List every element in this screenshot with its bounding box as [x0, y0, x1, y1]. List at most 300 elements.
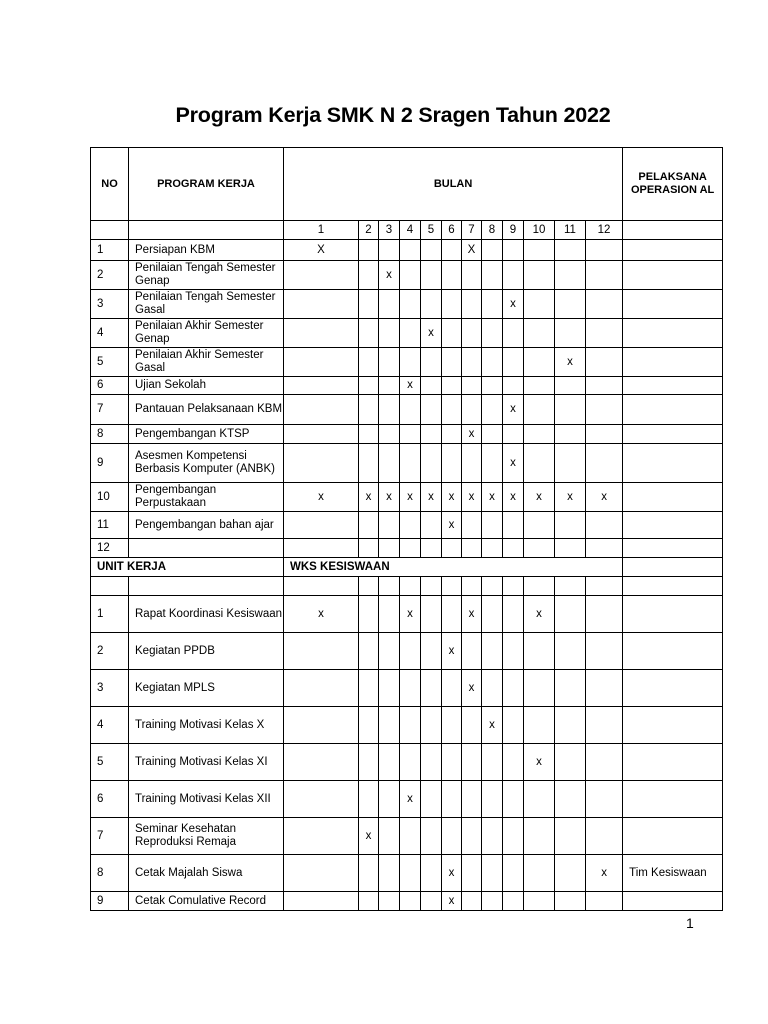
- pelaksana-cell: [623, 444, 723, 483]
- month-mark: [284, 290, 359, 319]
- month-mark: [400, 633, 421, 670]
- pelaksana-cell: [623, 633, 723, 670]
- month-mark: [421, 512, 442, 539]
- month-mark: [284, 892, 359, 911]
- month-mark: [421, 781, 442, 818]
- pelaksana-cell: [623, 319, 723, 348]
- month-number: 5: [421, 221, 442, 240]
- month-mark: [359, 596, 379, 633]
- month-mark: [503, 633, 524, 670]
- month-mark: [400, 395, 421, 425]
- month-mark: [284, 855, 359, 892]
- row-number: 2: [91, 633, 129, 670]
- row-number: 6: [91, 377, 129, 395]
- month-mark: [586, 512, 623, 539]
- pelaksana-cell: [623, 596, 723, 633]
- pelaksana-cell: [623, 892, 723, 911]
- month-mark: [379, 425, 400, 444]
- program-name: Persiapan KBM: [129, 240, 284, 261]
- month-mark: [442, 240, 462, 261]
- table-row: [91, 377, 723, 395]
- month-number: 1: [284, 221, 359, 240]
- month-mark: [462, 290, 482, 319]
- month-mark: [482, 425, 503, 444]
- month-mark: [462, 892, 482, 911]
- program-name: Kegiatan MPLS: [129, 670, 284, 707]
- month-mark: [482, 539, 503, 558]
- month-mark: [284, 818, 359, 855]
- month-mark: x: [359, 818, 379, 855]
- blank-cell: [379, 577, 400, 596]
- pelaksana-cell: [623, 290, 723, 319]
- month-mark: [555, 818, 586, 855]
- month-mark: [524, 855, 555, 892]
- month-mark: [555, 512, 586, 539]
- row-number: 7: [91, 818, 129, 855]
- month-mark: x: [524, 744, 555, 781]
- month-number: 3: [379, 221, 400, 240]
- month-mark: [421, 425, 442, 444]
- month-number: 6: [442, 221, 462, 240]
- month-mark: [524, 818, 555, 855]
- month-mark: [586, 425, 623, 444]
- month-mark: [284, 707, 359, 744]
- program-name: Penilaian Akhir Semester Gasal: [129, 348, 284, 377]
- month-mark: [400, 707, 421, 744]
- program-name: Pengembangan bahan ajar: [129, 512, 284, 539]
- month-mark: [555, 596, 586, 633]
- table-row: [91, 855, 723, 892]
- month-mark: [482, 744, 503, 781]
- month-mark: [482, 512, 503, 539]
- program-name: Penilaian Tengah Semester Gasal: [129, 290, 284, 319]
- month-mark: [442, 290, 462, 319]
- month-mark: [482, 596, 503, 633]
- month-mark: [482, 633, 503, 670]
- pelaksana-cell: [623, 818, 723, 855]
- pelaksana-cell: [623, 240, 723, 261]
- row-number: 9: [91, 444, 129, 483]
- month-mark: [586, 670, 623, 707]
- program-name: Asesmen Kompetensi Berbasis Komputer (ANBK): [129, 444, 284, 483]
- month-mark: x: [482, 483, 503, 512]
- table-row: [91, 707, 723, 744]
- row-number: 5: [91, 348, 129, 377]
- month-mark: [586, 744, 623, 781]
- program-name: Penilaian Akhir Semester Genap: [129, 319, 284, 348]
- month-mark: x: [503, 395, 524, 425]
- month-mark: [421, 855, 442, 892]
- pelaksana-cell: [623, 707, 723, 744]
- month-mark: [586, 444, 623, 483]
- month-mark: [284, 670, 359, 707]
- month-mark: X: [462, 240, 482, 261]
- month-mark: [503, 348, 524, 377]
- table-row: [91, 633, 723, 670]
- month-mark: [284, 539, 359, 558]
- program-name: Kegiatan PPDB: [129, 633, 284, 670]
- blank-cell: [503, 577, 524, 596]
- month-row-blank: [91, 221, 129, 240]
- month-mark: [555, 240, 586, 261]
- month-mark: [555, 290, 586, 319]
- month-mark: x: [586, 855, 623, 892]
- program-name: Cetak Majalah Siswa: [129, 855, 284, 892]
- month-mark: [482, 444, 503, 483]
- month-mark: [379, 395, 400, 425]
- month-mark: [586, 319, 623, 348]
- month-mark: [284, 425, 359, 444]
- row-number: 2: [91, 261, 129, 290]
- month-number: 9: [503, 221, 524, 240]
- blank-cell: [586, 577, 623, 596]
- month-row-blank: [623, 221, 723, 240]
- month-mark: [586, 240, 623, 261]
- table-row: [91, 596, 723, 633]
- month-mark: [462, 855, 482, 892]
- month-number: 10: [524, 221, 555, 240]
- month-mark: [503, 670, 524, 707]
- month-mark: [586, 596, 623, 633]
- month-mark: [284, 781, 359, 818]
- month-mark: [462, 781, 482, 818]
- month-mark: [482, 781, 503, 818]
- month-mark: [421, 539, 442, 558]
- month-number: 8: [482, 221, 503, 240]
- row-number: 11: [91, 512, 129, 539]
- month-mark: [555, 892, 586, 911]
- month-number: 11: [555, 221, 586, 240]
- month-mark: [421, 892, 442, 911]
- month-mark: [421, 633, 442, 670]
- month-mark: [421, 707, 442, 744]
- month-mark: x: [503, 444, 524, 483]
- program-name: Pengembangan KTSP: [129, 425, 284, 444]
- month-mark: [421, 744, 442, 781]
- month-mark: [482, 290, 503, 319]
- pelaksana-cell: [623, 781, 723, 818]
- month-mark: [442, 670, 462, 707]
- row-number: 4: [91, 319, 129, 348]
- month-mark: [379, 348, 400, 377]
- table-row: [91, 483, 723, 512]
- month-mark: [586, 377, 623, 395]
- month-mark: [442, 707, 462, 744]
- header-row: [91, 148, 723, 221]
- month-mark: [462, 319, 482, 348]
- month-mark: [421, 348, 442, 377]
- month-mark: [359, 395, 379, 425]
- month-mark: [359, 444, 379, 483]
- table-row: [91, 240, 723, 261]
- month-mark: [379, 818, 400, 855]
- month-mark: [503, 240, 524, 261]
- month-mark: [379, 707, 400, 744]
- month-mark: [284, 744, 359, 781]
- month-mark: [359, 539, 379, 558]
- month-mark: [359, 261, 379, 290]
- month-mark: [555, 395, 586, 425]
- month-mark: [586, 348, 623, 377]
- month-mark: x: [482, 707, 503, 744]
- month-mark: [482, 670, 503, 707]
- blank-cell: [462, 577, 482, 596]
- month-mark: [503, 512, 524, 539]
- month-mark: [284, 395, 359, 425]
- month-mark: [421, 261, 442, 290]
- month-mark: x: [442, 892, 462, 911]
- blank-cell: [421, 577, 442, 596]
- row-number: 4: [91, 707, 129, 744]
- month-mark: x: [400, 483, 421, 512]
- month-mark: [524, 425, 555, 444]
- month-mark: [482, 319, 503, 348]
- table-row: [91, 818, 723, 855]
- month-mark: [379, 596, 400, 633]
- month-mark: [400, 240, 421, 261]
- month-mark: [462, 261, 482, 290]
- month-mark: [359, 781, 379, 818]
- month-mark: [284, 261, 359, 290]
- unit-kerja-label: UNIT KERJA: [91, 558, 284, 577]
- month-mark: [359, 744, 379, 781]
- month-mark: [555, 633, 586, 670]
- month-mark: [462, 633, 482, 670]
- month-mark: [462, 512, 482, 539]
- month-mark: [359, 348, 379, 377]
- month-mark: x: [442, 512, 462, 539]
- pelaksana-cell: [623, 377, 723, 395]
- month-mark: x: [462, 670, 482, 707]
- table-row: [91, 319, 723, 348]
- month-mark: [400, 744, 421, 781]
- month-mark: [462, 707, 482, 744]
- month-mark: [400, 261, 421, 290]
- month-mark: [400, 512, 421, 539]
- table-row: [91, 425, 723, 444]
- month-mark: [503, 596, 524, 633]
- table-row: [91, 261, 723, 290]
- month-mark: x: [462, 483, 482, 512]
- month-mark: [442, 596, 462, 633]
- month-mark: x: [442, 483, 462, 512]
- month-mark: [359, 633, 379, 670]
- month-mark: [555, 744, 586, 781]
- program-name: [129, 539, 284, 558]
- month-mark: [359, 425, 379, 444]
- month-mark: x: [379, 261, 400, 290]
- month-mark: [503, 425, 524, 444]
- month-mark: [586, 539, 623, 558]
- month-mark: [555, 855, 586, 892]
- row-number: 6: [91, 781, 129, 818]
- month-mark: [503, 744, 524, 781]
- row-number: 1: [91, 240, 129, 261]
- month-mark: x: [359, 483, 379, 512]
- table-row: [91, 539, 723, 558]
- unit-kerja-blank: [623, 558, 723, 577]
- month-mark: [555, 377, 586, 395]
- month-mark: [400, 818, 421, 855]
- row-number: 12: [91, 539, 129, 558]
- month-mark: [524, 781, 555, 818]
- month-mark: [462, 377, 482, 395]
- month-mark: [586, 892, 623, 911]
- month-mark: [379, 670, 400, 707]
- month-mark: [482, 348, 503, 377]
- month-mark: [524, 319, 555, 348]
- month-mark: [482, 395, 503, 425]
- month-mark: [586, 633, 623, 670]
- month-mark: [555, 539, 586, 558]
- program-table: [90, 147, 723, 911]
- month-mark: [503, 818, 524, 855]
- month-row: [91, 221, 723, 240]
- row-number: 9: [91, 892, 129, 911]
- blank-cell: [359, 577, 379, 596]
- month-mark: x: [524, 596, 555, 633]
- month-mark: [462, 744, 482, 781]
- program-name: Pengembangan Perpustakaan: [129, 483, 284, 512]
- month-mark: [379, 855, 400, 892]
- month-mark: [555, 670, 586, 707]
- blank-cell: [555, 577, 586, 596]
- table-row: [91, 395, 723, 425]
- month-mark: [359, 377, 379, 395]
- month-mark: x: [421, 319, 442, 348]
- month-mark: [400, 290, 421, 319]
- month-mark: [379, 892, 400, 911]
- month-mark: [421, 377, 442, 395]
- month-mark: [524, 377, 555, 395]
- table-row: [91, 512, 723, 539]
- month-mark: [442, 744, 462, 781]
- table-row: [91, 348, 723, 377]
- pelaksana-cell: [623, 261, 723, 290]
- month-mark: [359, 670, 379, 707]
- month-mark: [524, 512, 555, 539]
- month-mark: [503, 539, 524, 558]
- row-number: 1: [91, 596, 129, 633]
- row-number: 8: [91, 425, 129, 444]
- month-number: 2: [359, 221, 379, 240]
- month-mark: [524, 539, 555, 558]
- month-mark: [400, 425, 421, 444]
- pelaksana-cell: [623, 395, 723, 425]
- blank-cell: [284, 577, 359, 596]
- month-mark: [555, 444, 586, 483]
- month-mark: [482, 377, 503, 395]
- blank-row: [91, 577, 723, 596]
- month-mark: x: [462, 425, 482, 444]
- month-mark: [555, 781, 586, 818]
- month-mark: [524, 670, 555, 707]
- month-number: 12: [586, 221, 623, 240]
- month-mark: [503, 319, 524, 348]
- month-mark: [524, 240, 555, 261]
- header-program: PROGRAM KERJA: [129, 148, 284, 221]
- month-mark: [442, 348, 462, 377]
- month-mark: [284, 377, 359, 395]
- month-mark: [524, 261, 555, 290]
- table-row: [91, 444, 723, 483]
- blank-cell: [442, 577, 462, 596]
- month-mark: [482, 818, 503, 855]
- month-mark: [462, 348, 482, 377]
- row-number: 5: [91, 744, 129, 781]
- month-mark: [379, 240, 400, 261]
- pelaksana-cell: [623, 539, 723, 558]
- month-mark: [462, 395, 482, 425]
- month-mark: [421, 818, 442, 855]
- month-mark: [421, 670, 442, 707]
- month-mark: [421, 596, 442, 633]
- blank-cell: [129, 577, 284, 596]
- month-mark: [524, 707, 555, 744]
- blank-cell: [91, 577, 129, 596]
- month-mark: [442, 377, 462, 395]
- month-mark: [379, 290, 400, 319]
- month-mark: [284, 512, 359, 539]
- month-mark: [555, 319, 586, 348]
- month-mark: [586, 261, 623, 290]
- month-mark: [442, 818, 462, 855]
- month-mark: [482, 892, 503, 911]
- blank-cell: [524, 577, 555, 596]
- month-mark: [284, 348, 359, 377]
- program-name: Training Motivasi Kelas XII: [129, 781, 284, 818]
- unit-kerja-row: [91, 558, 723, 577]
- page-number: 1: [686, 915, 694, 931]
- month-mark: [421, 444, 442, 483]
- month-mark: [524, 633, 555, 670]
- month-mark: [462, 539, 482, 558]
- month-mark: [442, 781, 462, 818]
- month-mark: [284, 444, 359, 483]
- month-mark: [379, 781, 400, 818]
- month-mark: [400, 348, 421, 377]
- pelaksana-cell: [623, 512, 723, 539]
- pelaksana-cell: [623, 425, 723, 444]
- month-mark: [442, 539, 462, 558]
- pelaksana-cell: Tim Kesiswaan: [623, 855, 723, 892]
- month-mark: x: [442, 633, 462, 670]
- month-mark: [555, 707, 586, 744]
- row-number: 8: [91, 855, 129, 892]
- pelaksana-cell: [623, 744, 723, 781]
- pelaksana-cell: [623, 348, 723, 377]
- month-mark: [503, 261, 524, 290]
- month-mark: x: [503, 483, 524, 512]
- month-mark: [503, 707, 524, 744]
- month-mark: [524, 290, 555, 319]
- month-mark: [421, 395, 442, 425]
- header-bulan: BULAN: [284, 148, 623, 221]
- month-mark: [379, 744, 400, 781]
- month-mark: x: [400, 781, 421, 818]
- month-mark: [379, 319, 400, 348]
- month-mark: [421, 290, 442, 319]
- month-mark: x: [503, 290, 524, 319]
- month-mark: [503, 855, 524, 892]
- month-mark: [359, 290, 379, 319]
- month-mark: [421, 240, 442, 261]
- month-mark: x: [555, 483, 586, 512]
- month-mark: x: [524, 483, 555, 512]
- month-mark: x: [284, 483, 359, 512]
- table-row: [91, 744, 723, 781]
- header-no: NO: [91, 148, 129, 221]
